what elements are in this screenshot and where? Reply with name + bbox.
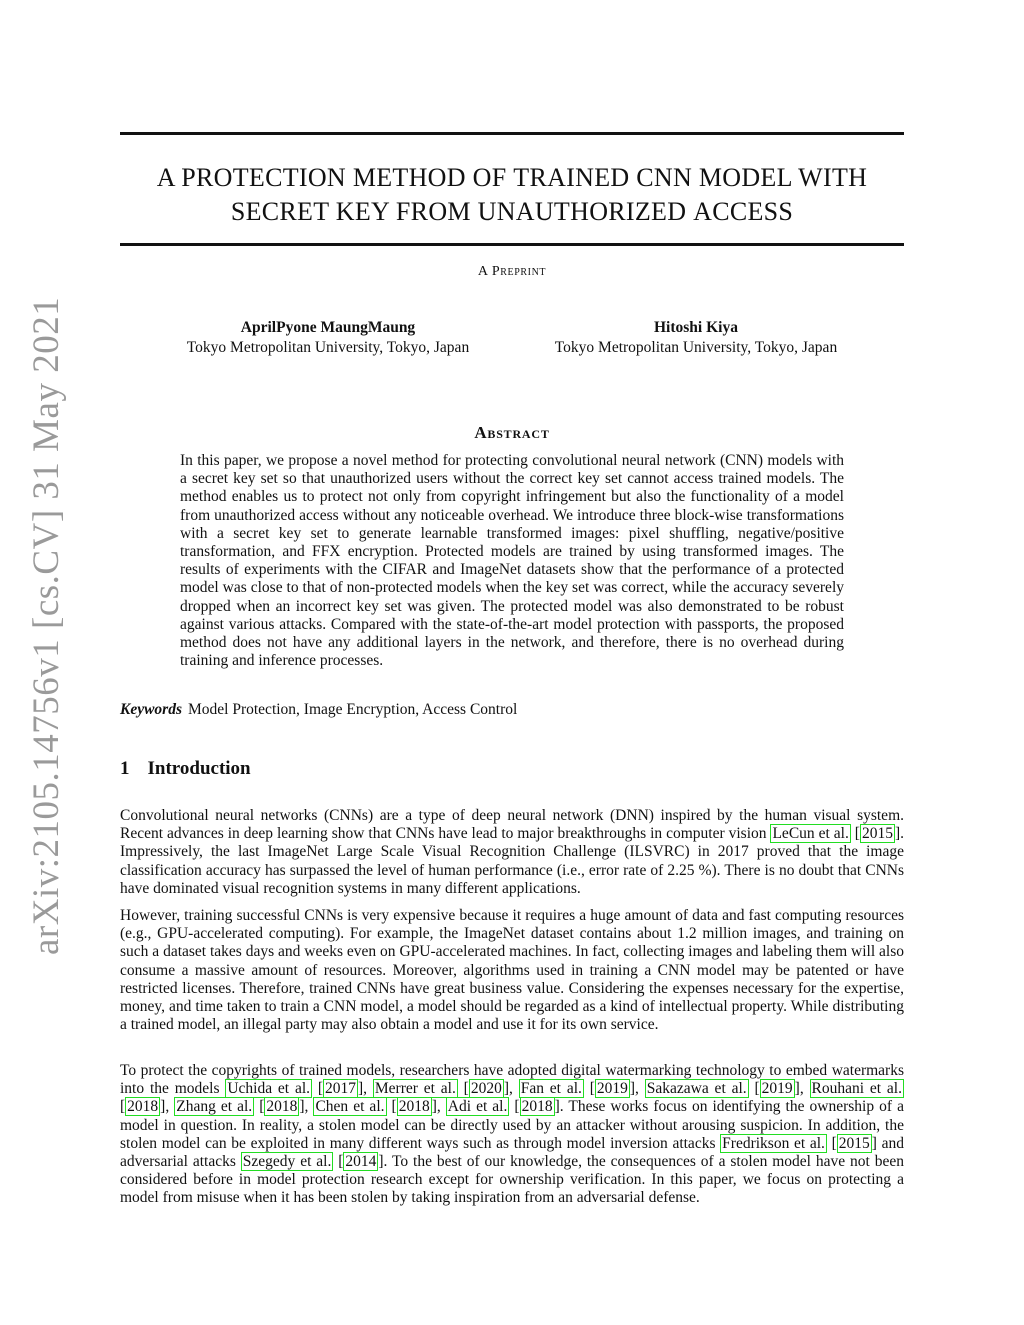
- paragraph-3: To protect the copyrights of trained models, researchers have adopted digital watermarking technology to embed watermarks into the models Uchida et al. [ 2017 ], Merrer et al. [ 2020 ], Fan et al. [ 2019 ], Sakazawa et al. [ 2019 ], Rouhani et al. [ 2018 ], Zhang et al. [ 2018 ], Chen et al. [ 2018 ], Adi et al. [ 2018 ]. These works focus on identifying the ownership of a model in question. In reality, a stolen model can be directly used by an attacker without arousing suspicion. In addition, the stolen model can be exploited in many different ways such as through model inversion attacks Fredrikson et al. [ 2015 ] and adversarial attacks Szegedy et al. [ 2014 ]. To the best of our knowledge, the consequences of a stolen model have not been considered before in model protection research except for ownership verification. In this paper, we focus on protecting a model from misuse when it has been stolen by taking inspiration from an adversarial defense.: [120, 1062, 904, 1207]
- citation-year-link[interactable]: 2017: [325, 1080, 357, 1098]
- section-heading: [120, 758, 251, 780]
- citation-link[interactable]: Chen et al.: [315, 1098, 385, 1116]
- paper-title: [120, 161, 904, 229]
- paragraph-1: Convolutional neural networks (CNNs) are a type of deep neural network (DNN) inspired by the human visual system. Recent advances in deep learning show that CNNs have lead to major breakthroughs in computer vision LeCun et al. [ 2015 ]. Impressively, the last ImageNet Large Scale Visual Recognition Challenge (ILSVRC) in 2017 proved that the image classification accuracy has surpassed the level of human performance (i.e., error rate of 2.25 %). There is no doubt that CNNs have dominated visual recognition systems in many different applications.: [120, 807, 904, 897]
- author-affiliation: Tokyo Metropolitan University, Tokyo, Japan: [554, 339, 838, 356]
- citation-year-link[interactable]: 2019: [761, 1080, 793, 1098]
- preprint-label: A Preprint: [477, 264, 547, 279]
- citation-link[interactable]: Fredrikson et al.: [722, 1134, 825, 1152]
- keywords-list: Model Protection, Image Encryption, Access Control: [188, 701, 518, 718]
- citation-link[interactable]: Sakazawa et al.: [646, 1080, 747, 1098]
- citation-year-link[interactable]: 2019: [596, 1080, 628, 1098]
- citation-link[interactable]: Zhang et al.: [176, 1098, 253, 1116]
- citation-link[interactable]: Merrer et al.: [374, 1080, 456, 1098]
- author-1: [158, 318, 498, 358]
- title-top-rule: [120, 132, 904, 135]
- citation-year-link[interactable]: 2018: [398, 1098, 430, 1116]
- title-line-2: SECRET KEY FROM UNAUTHORIZED ACCESS: [230, 197, 794, 226]
- citation-year-link[interactable]: 2015: [838, 1134, 870, 1152]
- section-number: 1: [120, 758, 130, 779]
- citation-year-link[interactable]: 2018: [266, 1098, 298, 1116]
- title-line-1: A PROTECTION METHOD OF TRAINED CNN MODEL WITH: [156, 163, 868, 192]
- keywords-label: Keywords: [120, 701, 182, 718]
- citation-link[interactable]: Fan et al.: [520, 1080, 582, 1098]
- citation-link[interactable]: Adi et al.: [447, 1098, 508, 1116]
- author-name: Hitoshi Kiya: [654, 319, 738, 336]
- author-affiliation: Tokyo Metropolitan University, Tokyo, Japan: [186, 339, 470, 356]
- title-bottom-rule: [120, 243, 904, 246]
- citation-link[interactable]: LeCun et al.: [772, 825, 849, 843]
- abstract-heading: Abstract: [474, 423, 550, 442]
- citation-year-link[interactable]: 2018: [521, 1098, 553, 1116]
- section-title: Introduction: [147, 758, 251, 779]
- arxiv-identifier: arXiv:2105.14756v1 [cs.CV] 31 May 2021: [26, 296, 67, 955]
- citation-year-link[interactable]: 2020: [470, 1080, 502, 1098]
- citation-year-link[interactable]: 2014: [345, 1153, 377, 1171]
- citation-link[interactable]: Szegedy et al.: [242, 1153, 332, 1171]
- citation-link[interactable]: Uchida et al.: [227, 1080, 311, 1098]
- author-name: AprilPyone MaungMaung: [240, 319, 416, 336]
- paragraph-2: However, training successful CNNs is very expensive because it requires a huge amount of data and fast computing resources (e.g., GPU-accelerated computing). For example, the ImageNet dataset contains about 1.2 million images, and training on such a dataset takes days and weeks even on GPU-accelerated machines. In fact, collecting images and labeling them will also consume a massive amount of resources. Moreover, algorithms used in training a CNN model may be patented or have restricted licenses. Therefore, trained CNNs have great business value. Considering the expenses necessary for the expertise, money, and time taken to train a CNN model, a model should be regarded as a kind of intellectual property. While distributing a trained model, an illegal party may also obtain a model and use it for its own service.: [120, 907, 904, 1034]
- citation-year-link[interactable]: 2015: [861, 825, 893, 843]
- author-2: [526, 318, 866, 358]
- abstract-text: In this paper, we propose a novel method for protecting convolutional neural network (CNN) models with a secret key set so that unauthorized users without the correct key set cannot access trained models. The method enables us to protect not only from copyright infringement but also the functionality of a model from unauthorized access without any noticeable overhead. We introduce three block-wise transformations with a secret key set to generate learnable transformed images: pixel shuffling, negative/positive transformation, and FFX encryption. Protected models are trained by using transformed images. The results of experiments with the CIFAR and ImageNet datasets show that the performance of a protected model was close to that of non-protected models when the key set was correct, while the accuracy severely dropped when an incorrect key set was given. The protected model was also demonstrated to be robust against various attacks. Compared with the state-of-the-art model protection with passports, the proposed method does not have any additional layers in the network, and therefore, there is no overhead during training and inference processes.: [180, 452, 844, 670]
- citation-link[interactable]: Rouhani et al.: [811, 1080, 902, 1098]
- keywords: [120, 701, 517, 719]
- citation-year-link[interactable]: 2018: [127, 1098, 159, 1116]
